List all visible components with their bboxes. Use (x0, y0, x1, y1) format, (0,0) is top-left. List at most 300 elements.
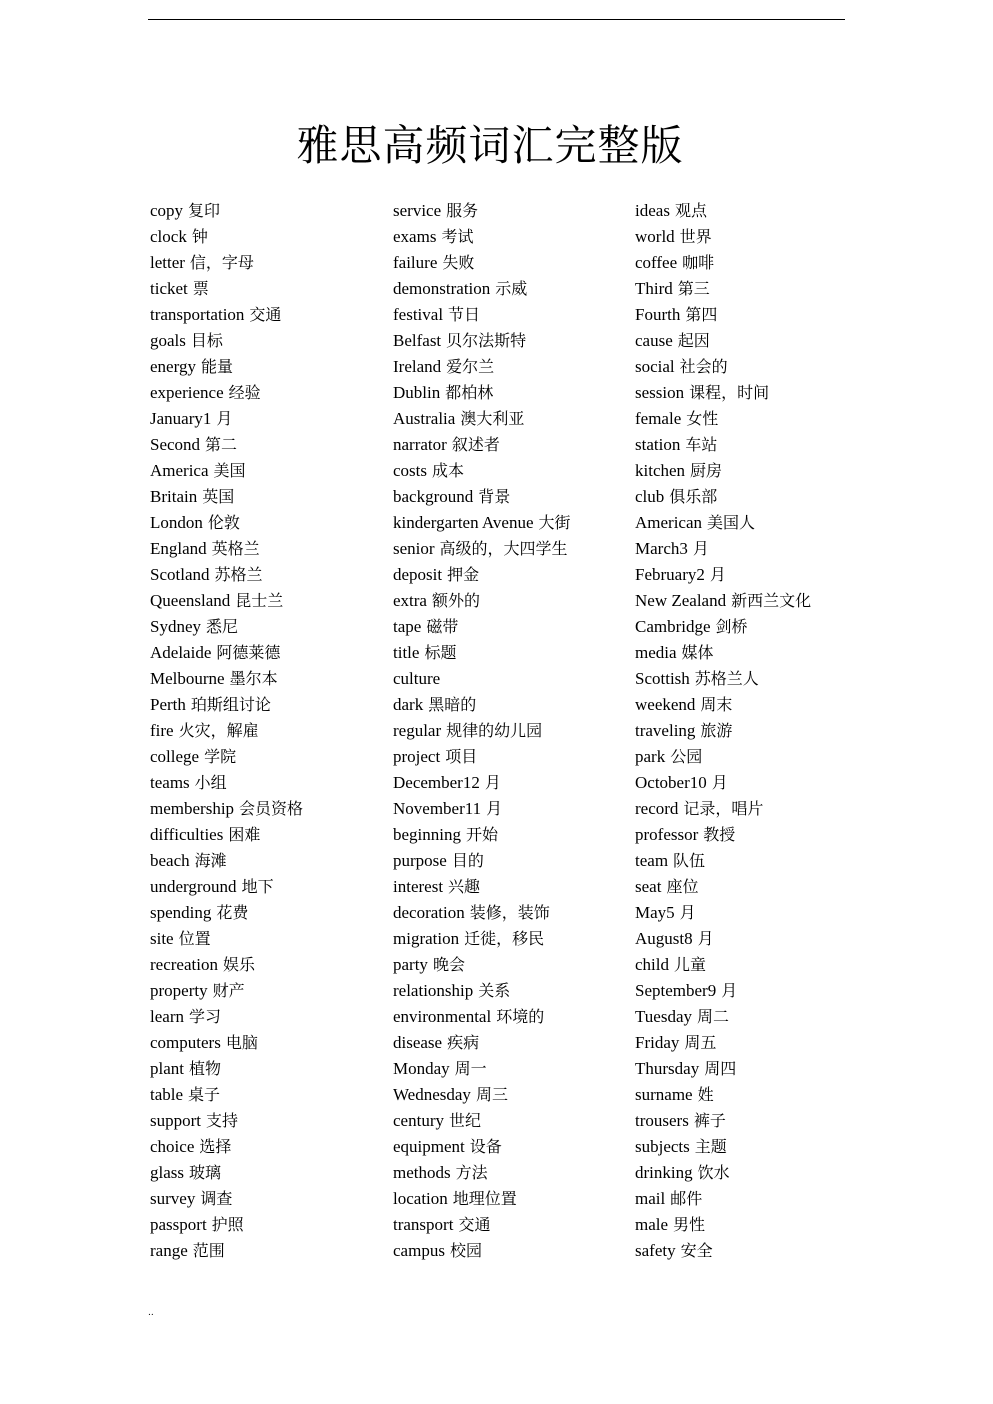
vocab-word: recreation (150, 955, 218, 974)
vocab-word: purpose (393, 851, 447, 870)
vocab-entry (393, 276, 628, 302)
vocab-word: May5 (635, 903, 675, 922)
vocab-entry (150, 276, 385, 302)
vocab-word: child (635, 955, 669, 974)
vocab-entry (150, 718, 385, 744)
vocab-entry (635, 406, 870, 432)
vocab-entry (150, 432, 385, 458)
vocab-translation: 地理位置 (452, 1189, 517, 1208)
vocab-entry (393, 614, 628, 640)
vocab-translation: 装修，装饰 (469, 903, 550, 922)
vocab-entry (393, 380, 628, 406)
vocab-translation: 环境的 (496, 1007, 545, 1026)
vocab-translation: 地下 (241, 877, 274, 896)
vocab-translation: 关系 (478, 981, 511, 1000)
vocab-entry (635, 874, 870, 900)
vocab-entry (150, 588, 385, 614)
vocab-word: experience (150, 383, 224, 402)
vocab-entry (393, 588, 628, 614)
vocab-translation: 记录，唱片 (683, 799, 764, 818)
vocab-entry (393, 1056, 628, 1082)
vocab-entry (150, 1082, 385, 1108)
vocab-word: environmental (393, 1007, 492, 1026)
vocab-word: professor (635, 825, 699, 844)
vocab-word: failure (393, 253, 438, 272)
vocab-word: party (393, 955, 428, 974)
vocab-word: American (635, 513, 703, 532)
vocab-word: Australia (393, 409, 456, 428)
vocab-word: service (393, 201, 442, 220)
vocab-word: social (635, 357, 675, 376)
vocab-entry (393, 718, 628, 744)
vocab-word: Melbourne (150, 669, 225, 688)
vocab-entry (635, 1004, 870, 1030)
vocab-word: copy (150, 201, 184, 220)
vocab-word: relationship (393, 981, 474, 1000)
vocab-word: drinking (635, 1163, 693, 1182)
vocab-entry (635, 484, 870, 510)
vocab-translation: 高级的，大四学生 (439, 539, 568, 558)
vocab-translation: 伦敦 (207, 513, 240, 532)
vocab-entry (393, 250, 628, 276)
vocab-entry (150, 692, 385, 718)
vocab-entry (150, 224, 385, 250)
vocab-translation: 爱尔兰 (446, 357, 495, 376)
vocab-word: fire (150, 721, 174, 740)
vocab-entry (393, 1030, 628, 1056)
vocab-entry (150, 926, 385, 952)
vocab-translation: 教授 (703, 825, 736, 844)
vocab-word: station (635, 435, 681, 454)
vocab-translation: 周二 (697, 1007, 730, 1026)
vocab-word: beginning (393, 825, 461, 844)
vocab-translation: 英格兰 (211, 539, 260, 558)
vocab-entry (150, 380, 385, 406)
vocab-translation: 票 (192, 279, 209, 298)
vocab-translation: 阿德莱德 (216, 643, 281, 662)
vocab-translation: 俱乐部 (669, 487, 718, 506)
vocab-entry (150, 848, 385, 874)
vocab-entry (150, 354, 385, 380)
vocab-word: New Zealand (635, 591, 727, 610)
vocab-translation: 第四 (685, 305, 718, 324)
vocab-translation: 小组 (194, 773, 227, 792)
vocab-word: Monday (393, 1059, 450, 1078)
vocab-word: college (150, 747, 200, 766)
vocab-entry (635, 640, 870, 666)
vocab-word: support (150, 1111, 201, 1130)
vocab-word: Adelaide (150, 643, 212, 662)
vocab-translation: 校园 (449, 1241, 482, 1260)
vocab-translation: 月 (697, 929, 714, 948)
vocab-translation: 晚会 (432, 955, 465, 974)
vocab-word: title (393, 643, 420, 662)
vocab-word: Cambridge (635, 617, 711, 636)
vocab-entry (393, 536, 628, 562)
vocab-word: glass (150, 1163, 184, 1182)
vocab-translation: 大街 (538, 513, 571, 532)
vocab-translation: 方法 (455, 1163, 488, 1182)
vocab-word: passport (150, 1215, 207, 1234)
vocab-word: Scottish (635, 669, 690, 688)
vocab-entry (393, 224, 628, 250)
vocab-word: trousers (635, 1111, 689, 1130)
vocab-entry (393, 692, 628, 718)
vocab-word: methods (393, 1163, 451, 1182)
vocab-entry (393, 640, 628, 666)
vocab-entry (393, 1238, 628, 1264)
vocab-word: spending (150, 903, 212, 922)
vocab-entry (393, 900, 628, 926)
vocab-entry (635, 302, 870, 328)
vocab-word: exams (393, 227, 437, 246)
vocab-entry (393, 978, 628, 1004)
vocab-translation: 月 (692, 539, 709, 558)
vocab-column-3 (635, 198, 870, 1264)
vocab-entry (393, 1160, 628, 1186)
vocab-entry (393, 328, 628, 354)
vocab-translation: 第三 (677, 279, 710, 298)
vocab-entry (393, 406, 628, 432)
vocab-translation: 信，字母 (189, 253, 254, 272)
vocab-entry (150, 1004, 385, 1030)
vocab-word: transport (393, 1215, 454, 1234)
vocab-word: Sydney (150, 617, 201, 636)
vocab-word: seat (635, 877, 662, 896)
vocab-word: underground (150, 877, 237, 896)
vocab-entry (635, 380, 870, 406)
vocab-word: location (393, 1189, 448, 1208)
vocab-word: tape (393, 617, 422, 636)
vocab-entry (150, 458, 385, 484)
vocab-word: October10 (635, 773, 707, 792)
vocab-entry (635, 822, 870, 848)
vocab-translation: 苏格兰 (214, 565, 263, 584)
vocab-translation: 贝尔法斯特 (446, 331, 527, 350)
vocab-entry (150, 978, 385, 1004)
vocab-entry (635, 276, 870, 302)
vocab-word: March3 (635, 539, 688, 558)
vocab-translation: 观点 (674, 201, 707, 220)
vocab-word: learn (150, 1007, 184, 1026)
vocab-word: survey (150, 1189, 196, 1208)
vocab-word: Fourth (635, 305, 681, 324)
vocab-word: energy (150, 357, 196, 376)
document-title: 雅思高频词汇完整版 (296, 121, 684, 170)
vocab-translation: 安全 (680, 1241, 713, 1260)
vocab-translation: 复印 (188, 201, 221, 220)
vocab-entry (393, 354, 628, 380)
vocab-translation: 咖啡 (682, 253, 715, 272)
vocab-translation: 美国人 (707, 513, 756, 532)
vocab-translation: 月 (721, 981, 738, 1000)
vocab-entry (393, 1134, 628, 1160)
vocab-translation: 新西兰文化 (731, 591, 812, 610)
vocab-translation: 火灾，解雇 (178, 721, 259, 740)
vocab-translation: 困难 (228, 825, 261, 844)
vocab-translation: 社会的 (679, 357, 728, 376)
vocab-translation: 美国 (213, 461, 246, 480)
vocab-translation: 叙述者 (451, 435, 500, 454)
vocab-word: senior (393, 539, 435, 558)
vocab-word: plant (150, 1059, 184, 1078)
vocab-entry (393, 1212, 628, 1238)
vocab-entry (393, 510, 628, 536)
vocab-entry (635, 744, 870, 770)
vocab-word: kitchen (635, 461, 686, 480)
vocab-word: January1 (150, 409, 212, 428)
vocab-translation: 月 (216, 409, 233, 428)
vocab-word: America (150, 461, 209, 480)
vocab-entry (150, 406, 385, 432)
vocab-word: Second (150, 435, 201, 454)
vocab-translation: 澳大利亚 (460, 409, 525, 428)
vocab-word: world (635, 227, 675, 246)
vocab-entry (150, 484, 385, 510)
vocab-word: safety (635, 1241, 676, 1260)
vocab-entry (150, 1108, 385, 1134)
vocab-entry (635, 432, 870, 458)
vocab-translation: 珀斯组讨论 (190, 695, 271, 714)
vocab-word: site (150, 929, 174, 948)
vocab-translation: 成本 (432, 461, 465, 480)
vocab-word: Queensland (150, 591, 231, 610)
vocab-word: property (150, 981, 208, 1000)
vocab-translation: 周一 (454, 1059, 487, 1078)
vocab-entry (393, 744, 628, 770)
vocab-entry (393, 1082, 628, 1108)
vocab-word: extra (393, 591, 427, 610)
vocab-word: ideas (635, 201, 670, 220)
vocab-entry (635, 458, 870, 484)
vocab-word: transportation (150, 305, 245, 324)
vocab-word: November11 (393, 799, 482, 818)
vocab-translation: 黑暗的 (428, 695, 477, 714)
vocab-translation: 交通 (458, 1215, 491, 1234)
vocab-word: computers (150, 1033, 221, 1052)
vocab-translation: 调查 (200, 1189, 233, 1208)
vocab-word: regular (393, 721, 442, 740)
vocab-entry (635, 328, 870, 354)
vocab-translation: 儿童 (674, 955, 707, 974)
vocab-translation: 月 (486, 799, 503, 818)
vocab-entry (393, 822, 628, 848)
vocab-word: Friday (635, 1033, 680, 1052)
vocab-translation: 旅游 (700, 721, 733, 740)
vocab-translation: 兴趣 (448, 877, 481, 896)
vocab-entry (150, 1212, 385, 1238)
vocab-word: festival (393, 305, 444, 324)
vocab-entry (393, 1108, 628, 1134)
vocab-translation: 男性 (673, 1215, 706, 1234)
vocab-word: migration (393, 929, 460, 948)
vocab-entry (393, 302, 628, 328)
vocab-translation: 昆士兰 (235, 591, 284, 610)
vocab-translation: 钟 (191, 227, 208, 246)
vocab-entry (150, 328, 385, 354)
vocab-translation: 交通 (249, 305, 282, 324)
vocab-word: subjects (635, 1137, 690, 1156)
vocab-translation: 世纪 (448, 1111, 481, 1130)
vocab-entry (635, 354, 870, 380)
vocab-entry (635, 1134, 870, 1160)
vocab-entry (150, 614, 385, 640)
vocab-entry (150, 250, 385, 276)
vocab-translation: 主题 (694, 1137, 727, 1156)
vocab-entry (635, 978, 870, 1004)
vocab-translation: 月 (711, 773, 728, 792)
vocab-entry (635, 952, 870, 978)
vocab-translation: 邮件 (670, 1189, 703, 1208)
vocab-entry (635, 1056, 870, 1082)
vocab-word: clock (150, 227, 187, 246)
vocab-column-2 (393, 198, 628, 1264)
footer-mark: .. (148, 1308, 154, 1318)
vocab-word: August8 (635, 929, 693, 948)
vocab-entry (150, 536, 385, 562)
vocab-entry (393, 952, 628, 978)
vocab-entry (635, 224, 870, 250)
vocab-translation: 墨尔本 (229, 669, 278, 688)
vocab-translation: 队伍 (673, 851, 706, 870)
vocab-entry (150, 302, 385, 328)
vocab-word: disease (393, 1033, 443, 1052)
vocab-entry (393, 770, 628, 796)
vocab-translation: 磁带 (426, 617, 459, 636)
vocab-entry (635, 536, 870, 562)
vocab-word: demonstration (393, 279, 491, 298)
vocab-translation: 海滩 (194, 851, 227, 870)
vocab-translation: 起因 (677, 331, 710, 350)
vocab-entry (393, 926, 628, 952)
vocab-word: record (635, 799, 679, 818)
vocab-translation: 月 (709, 565, 726, 584)
vocab-word: interest (393, 877, 444, 896)
vocab-translation: 周三 (475, 1085, 508, 1104)
vocab-entry (635, 1160, 870, 1186)
vocab-translation: 姓 (697, 1085, 714, 1104)
vocab-translation: 厨房 (690, 461, 723, 480)
vocab-translation: 学院 (204, 747, 237, 766)
vocab-entry (393, 666, 628, 692)
vocab-word: membership (150, 799, 235, 818)
vocab-word: December12 (393, 773, 480, 792)
vocab-word: coffee (635, 253, 678, 272)
vocab-word: equipment (393, 1137, 465, 1156)
vocab-word: England (150, 539, 207, 558)
vocab-translation: 课程，时间 (689, 383, 770, 402)
vocab-translation: 花费 (216, 903, 249, 922)
vocab-translation: 玻璃 (189, 1163, 222, 1182)
vocab-word: background (393, 487, 474, 506)
vocab-word: choice (150, 1137, 195, 1156)
vocab-entry (150, 952, 385, 978)
vocab-entry (635, 718, 870, 744)
vocab-word: Thursday (635, 1059, 700, 1078)
vocab-translation: 周四 (704, 1059, 737, 1078)
vocab-entry (393, 458, 628, 484)
vocab-translation: 范围 (192, 1241, 225, 1260)
vocab-word: table (150, 1085, 184, 1104)
vocab-entry (150, 198, 385, 224)
vocab-word: Scotland (150, 565, 210, 584)
vocab-translation: 押金 (447, 565, 480, 584)
vocab-entry (150, 900, 385, 926)
vocab-word: difficulties (150, 825, 224, 844)
vocab-word: Belfast (393, 331, 442, 350)
vocab-translation: 能量 (200, 357, 233, 376)
vocab-entry (150, 796, 385, 822)
vocab-word: decoration (393, 903, 465, 922)
vocab-translation: 桌子 (188, 1085, 221, 1104)
vocab-translation: 媒体 (681, 643, 714, 662)
vocab-translation: 经验 (228, 383, 261, 402)
vocab-word: beach (150, 851, 190, 870)
vocab-translation: 失败 (442, 253, 475, 272)
vocab-word: February2 (635, 565, 705, 584)
vocab-entry (635, 1030, 870, 1056)
vocab-entry (635, 562, 870, 588)
vocab-entry (150, 666, 385, 692)
vocab-word: letter (150, 253, 185, 272)
vocab-word: culture (393, 669, 441, 688)
vocab-word: club (635, 487, 665, 506)
vocab-translation: 目的 (451, 851, 484, 870)
vocab-word: ticket (150, 279, 188, 298)
vocab-entry (150, 874, 385, 900)
vocab-translation: 会员资格 (239, 799, 304, 818)
vocab-entry (393, 484, 628, 510)
vocab-translation: 护照 (211, 1215, 244, 1234)
vocab-translation: 疾病 (447, 1033, 480, 1052)
vocab-entry (635, 770, 870, 796)
vocab-entry (635, 796, 870, 822)
vocab-translation: 支持 (206, 1111, 239, 1130)
vocab-entry (150, 1056, 385, 1082)
vocab-translation: 饮水 (697, 1163, 730, 1182)
vocab-word: traveling (635, 721, 696, 740)
vocab-translation: 第二 (205, 435, 238, 454)
vocab-word: park (635, 747, 666, 766)
vocab-translation: 位置 (178, 929, 211, 948)
vocab-entry (635, 848, 870, 874)
vocab-entry (150, 1238, 385, 1264)
vocab-entry (393, 432, 628, 458)
vocab-entry (635, 1082, 870, 1108)
vocab-translation: 月 (484, 773, 501, 792)
vocab-word: campus (393, 1241, 445, 1260)
vocab-entry (635, 510, 870, 536)
vocab-translation: 开始 (466, 825, 499, 844)
vocab-translation: 裤子 (693, 1111, 726, 1130)
vocab-translation: 剑桥 (715, 617, 748, 636)
vocab-word: session (635, 383, 685, 402)
vocab-entry (393, 198, 628, 224)
vocab-entry (150, 640, 385, 666)
vocab-word: Britain (150, 487, 198, 506)
vocab-entry (635, 1186, 870, 1212)
vocab-word: century (393, 1111, 444, 1130)
vocab-entry (150, 510, 385, 536)
vocab-word: team (635, 851, 669, 870)
vocab-entry (635, 692, 870, 718)
vocab-word: narrator (393, 435, 447, 454)
vocab-translation: 迁徙，移民 (464, 929, 545, 948)
vocab-translation: 月 (679, 903, 696, 922)
vocab-word: surname (635, 1085, 693, 1104)
vocab-entry (635, 666, 870, 692)
vocab-translation: 苏格兰人 (694, 669, 759, 688)
